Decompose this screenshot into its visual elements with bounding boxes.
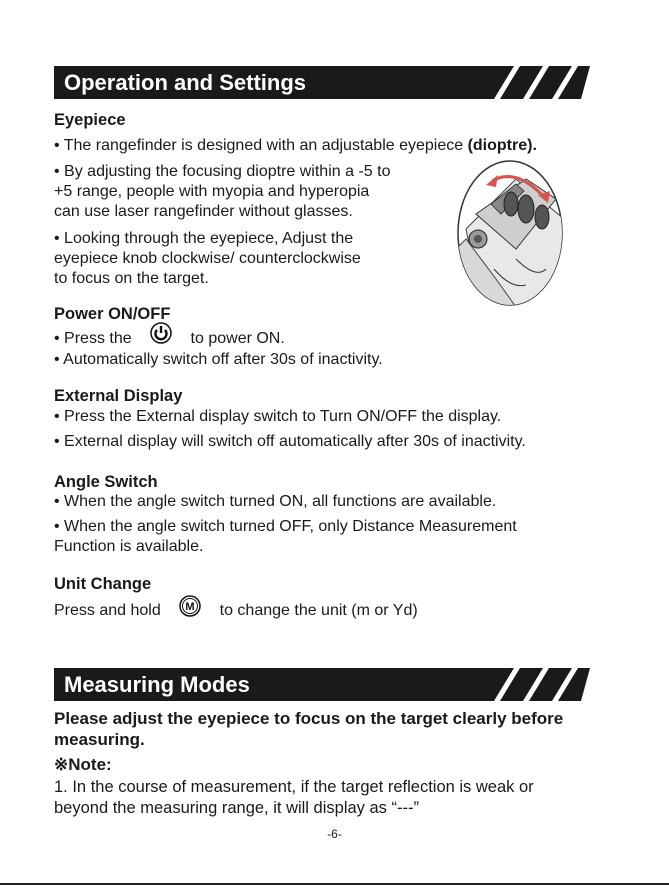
power-line1-pre: • Press the (54, 330, 132, 348)
angle-line2a: • When the angle switch turned OFF, only Distance Measurement (54, 518, 517, 535)
eyepiece-heading: Eyepiece (54, 111, 126, 129)
section-title: Operation and Settings (64, 70, 307, 95)
page-number: -6- (327, 827, 342, 841)
eyepiece-p2-l1: • By adjusting the focusing dioptre within a -5 to (54, 163, 391, 180)
eyepiece-p3-l2: eyepiece knob clockwise/ counterclockwise (54, 250, 361, 267)
power-icon (150, 322, 172, 350)
external-heading: External Display (54, 387, 183, 405)
eyepiece-p3-l1: • Looking through the eyepiece, Adjust the (54, 230, 354, 247)
power-line2: • Automatically switch off after 30s of inactivity. (54, 351, 383, 368)
eyepiece-p3-l3: to focus on the target. (54, 270, 209, 287)
m-button-icon (179, 595, 201, 623)
eyepiece-p2-l2: +5 range, people with myopia and hyperopia (54, 183, 370, 200)
eyepiece-p2-l3: can use laser rangefinder without glasses. (54, 203, 353, 220)
note-line2: beyond the measuring range, it will display as “---” (54, 799, 419, 817)
eyepiece-illustration (456, 159, 564, 307)
angle-line1: • When the angle switch turned ON, all functions are available. (54, 493, 497, 510)
external-line1: • Press the External display switch to Turn ON/OFF the display. (54, 408, 502, 425)
section-header-measuring (54, 668, 590, 701)
measuring-bold-line1: Please adjust the eyepiece to focus on the target clearly before (54, 709, 564, 728)
note-heading: ※Note: (54, 755, 112, 774)
eyepiece-line1-text: • The rangefinder is designed with an adjustable eyepiece (54, 137, 468, 154)
note-line1: 1. In the course of measurement, if the target reflection is weak or (54, 778, 534, 796)
power-line1 (54, 325, 285, 353)
section-header-operation (54, 66, 590, 99)
angle-line2b: Function is available. (54, 538, 204, 555)
eyepiece-line1-bold: (dioptre). (467, 137, 537, 154)
power-heading: Power ON/OFF (54, 305, 171, 323)
bottom-rule (0, 883, 669, 885)
section-title: Measuring Modes (64, 672, 250, 697)
measuring-bold-line2: measuring. (54, 730, 145, 749)
angle-heading: Angle Switch (54, 473, 158, 491)
m-button-letter: M (185, 601, 195, 613)
unit-line-post: to change the unit (m or Yd) (219, 602, 418, 620)
unit-heading: Unit Change (54, 575, 152, 593)
eyepiece-line1 (54, 136, 537, 156)
external-line2: • External display will switch off automatically after 30s of inactivity. (54, 433, 526, 450)
power-line1-post: to power ON. (190, 330, 285, 348)
unit-line-pre: Press and hold (54, 602, 161, 620)
unit-line (54, 597, 418, 625)
